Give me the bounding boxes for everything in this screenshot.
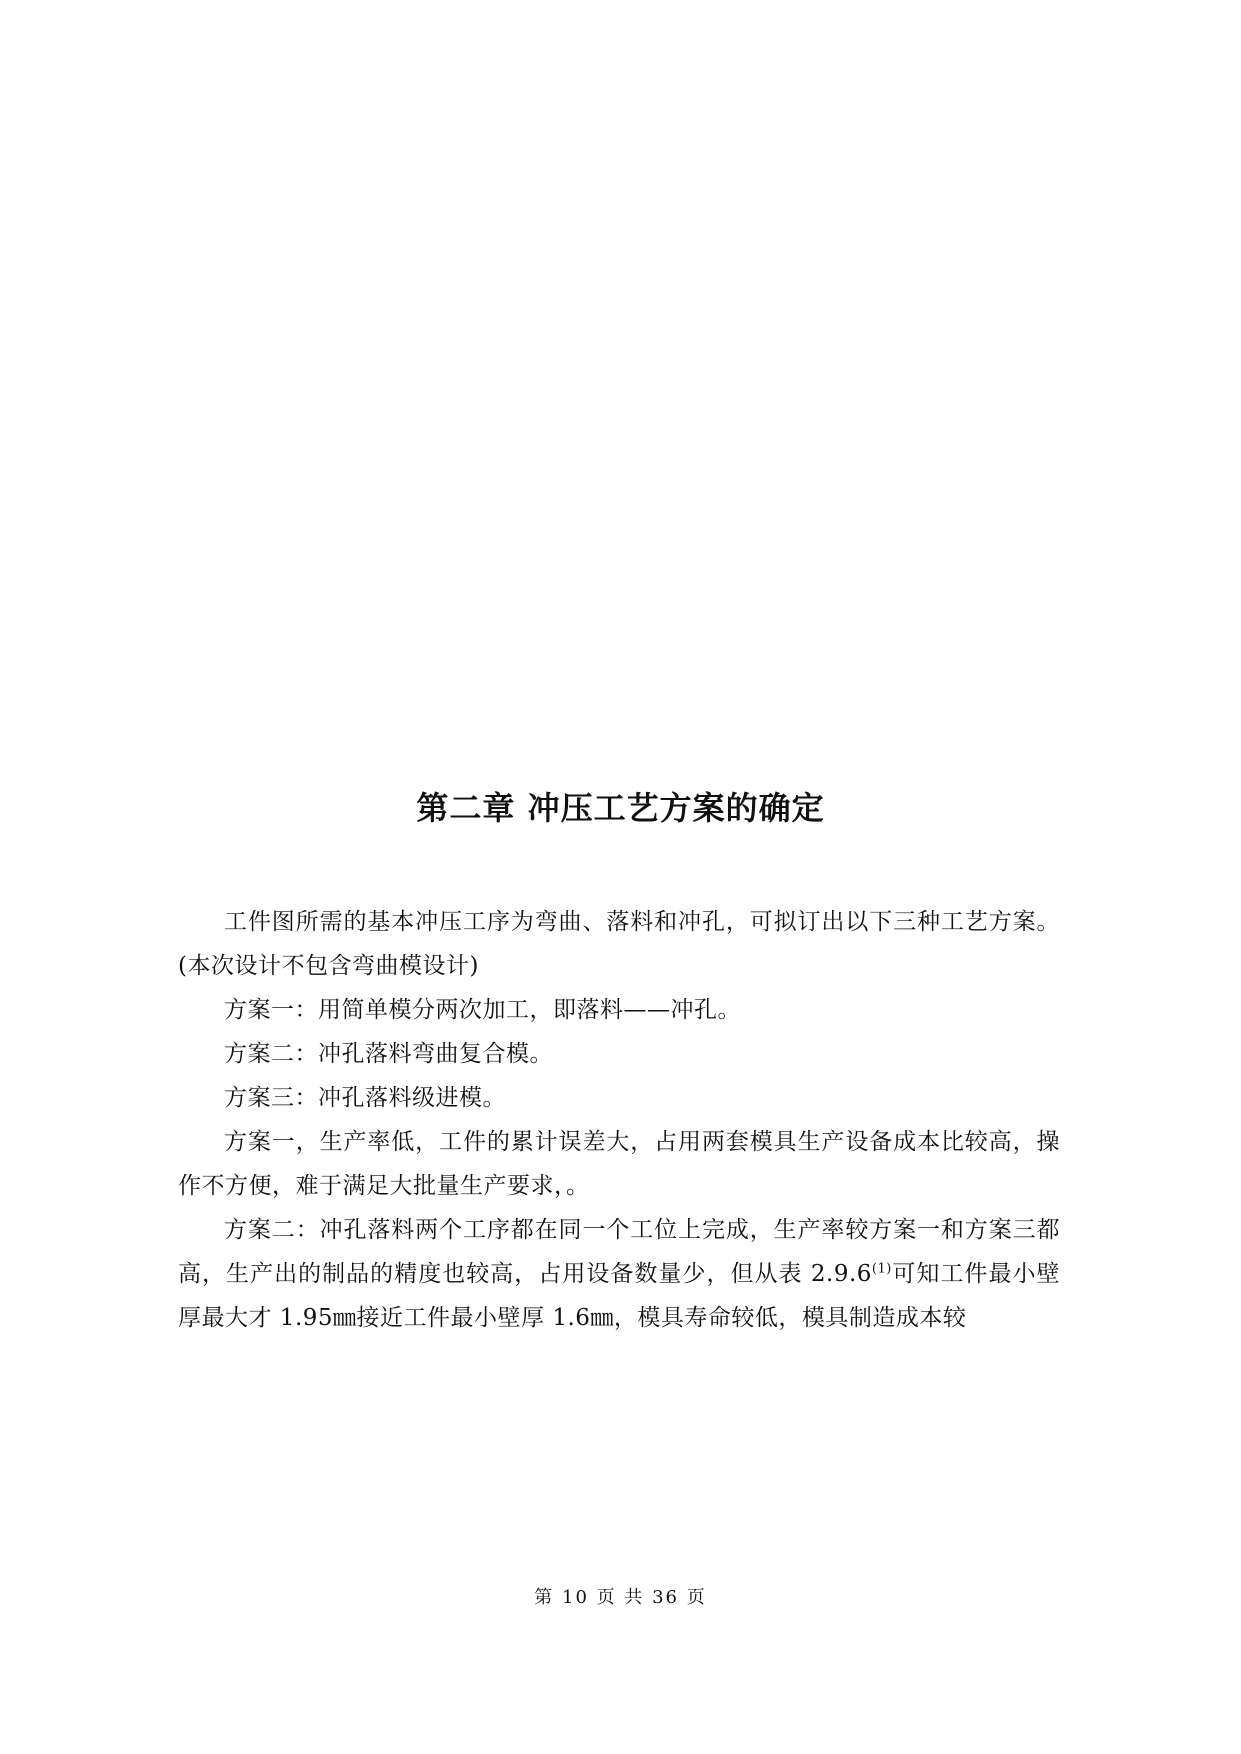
paragraph-option-2: 方案二：冲孔落料弯曲复合模。 [224,1041,553,1067]
paragraph-analysis-2 [178,1208,1060,1340]
reference-marker: (1) [871,1261,892,1277]
body-text [178,900,1060,1340]
analysis-2-text-after: 可知工件最小壁厚最大才 1.95㎜接近工件最小壁厚 1.6㎜，模具寿命较低，模具制造成本较 [178,1261,1060,1331]
analysis-2-text-before: 方案二：冲孔落料两个工序都在同一个工位上完成，生产率较方案一和方案三都高，生产出的制品的精度也较高，占用设备数量少，但从表 2.9.6 [178,1217,1060,1287]
paragraph-intro: 工件图所需的基本冲压工序为弯曲、落料和冲孔，可拟订出以下三种工艺方案。(本次设计不包含弯曲模设计) [178,909,1060,979]
page-footer: 第 10 页 共 36 页 [534,1587,707,1608]
paragraph-option-1: 方案一：用简单模分两次加工，即落料——冲孔。 [224,997,741,1023]
paragraph-analysis-1: 方案一，生产率低，工件的累计误差大，占用两套模具生产设备成本比较高，操作不方便，难于满足大批量生产要求，。 [178,1129,1060,1199]
paragraph-option-3: 方案三：冲孔落料级进模。 [224,1085,506,1111]
chapter-title: 第二章 冲压工艺方案的确定 [416,789,825,827]
